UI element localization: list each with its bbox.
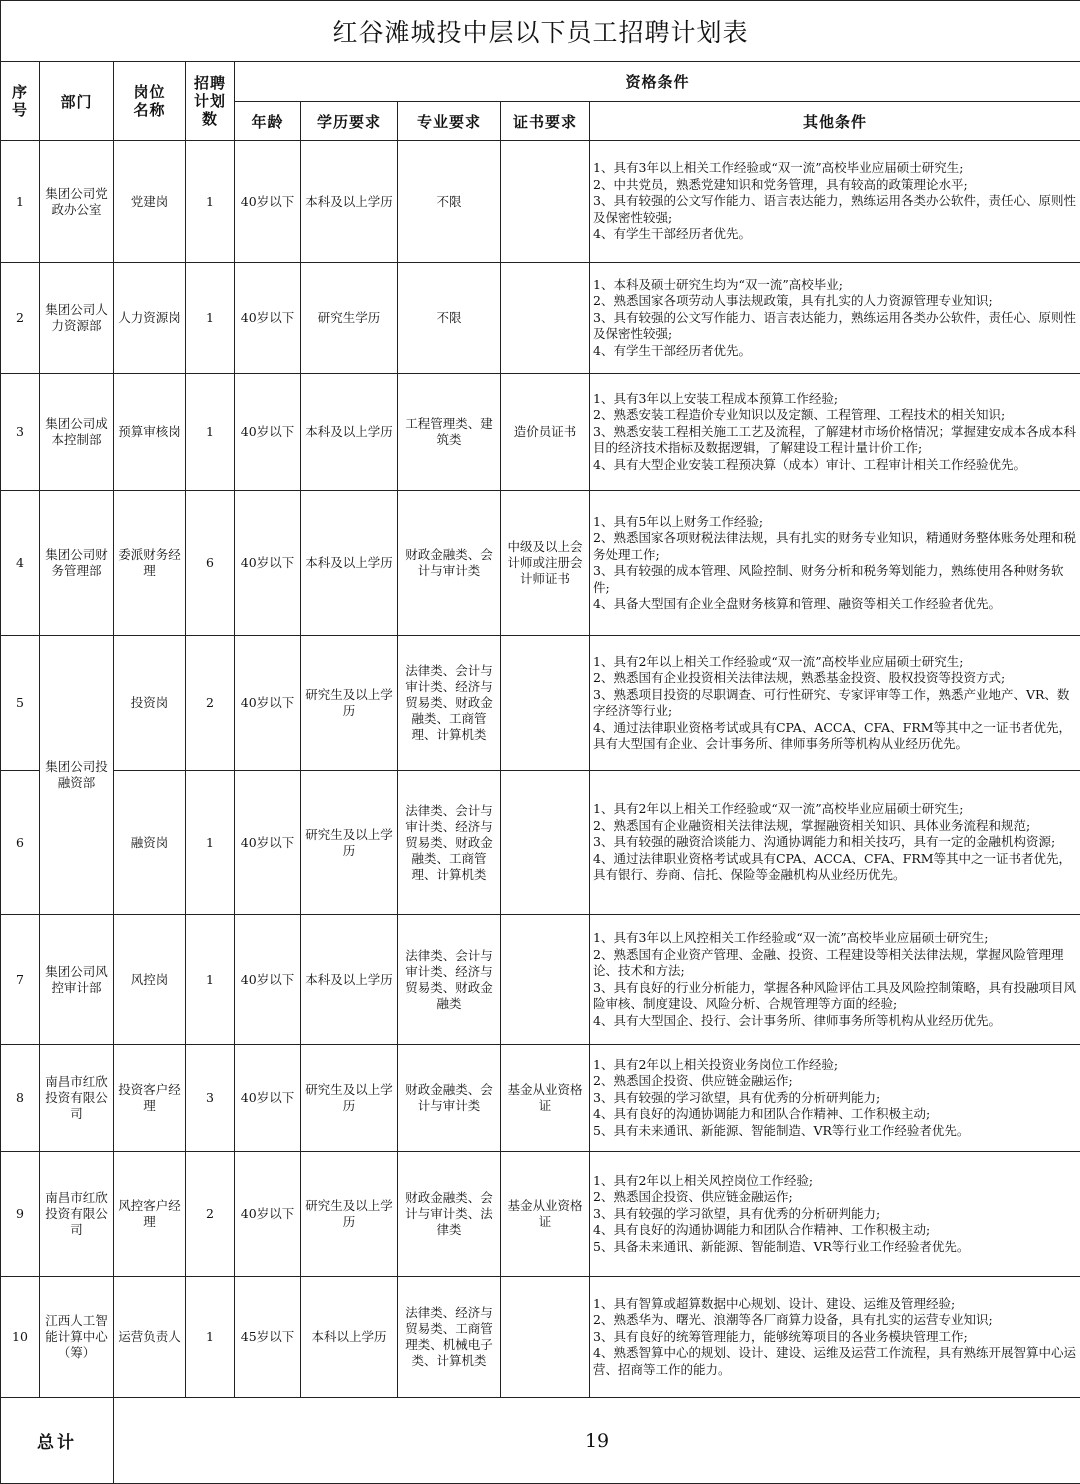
header-quota — [186, 62, 235, 141]
other-line: 1、具有智算或超算数据中心规划、设计、建设、运维及管理经验; — [593, 1296, 1077, 1313]
row-index: 8 — [1, 1045, 40, 1152]
table-row — [1, 141, 1080, 263]
row-education: 研究生学历 — [301, 263, 398, 374]
row-quota: 6 — [186, 491, 235, 636]
row-department: 集团公司党政办公室 — [40, 141, 114, 263]
row-position: 风控岗 — [114, 915, 186, 1045]
other-line: 4、熟悉智算中心的规划、设计、建设、运维及运营工作流程，具有熟练开展智算中心运营、招商等工作的能力。 — [593, 1345, 1077, 1378]
row-certificate: 基金从业资格证 — [501, 1045, 590, 1152]
row-education: 本科及以上学历 — [301, 141, 398, 263]
row-index: 1 — [1, 141, 40, 263]
row-other — [590, 491, 1080, 636]
other-line: 4、具备大型国有企业全盘财务核算和管理、融资等相关工作经验者优先。 — [593, 596, 1077, 613]
other-line: 2、熟悉国有企业投资相关法律法规，熟悉基金投资、股权投资等投资方式; — [593, 670, 1077, 687]
row-education: 研究生及以上学历 — [301, 1152, 398, 1277]
row-quota: 2 — [186, 636, 235, 771]
row-education: 本科以上学历 — [301, 1277, 398, 1398]
row-other — [590, 1277, 1080, 1398]
row-other — [590, 1045, 1080, 1152]
other-line: 1、具有3年以上风控相关工作经验或“双一流”高校毕业应届硕士研究生; — [593, 930, 1077, 947]
table-row — [1, 1152, 1080, 1277]
other-line: 5、具备未来通讯、新能源、智能制造、VR等行业工作经验者优先。 — [593, 1239, 1077, 1256]
other-line: 1、具有3年以上相关工作经验或“双一流”高校毕业应届硕士研究生; — [593, 160, 1077, 177]
row-department: 集团公司人力资源部 — [40, 263, 114, 374]
row-other — [590, 1152, 1080, 1277]
other-line: 4、具有良好的沟通协调能力和团队合作精神、工作积极主动; — [593, 1106, 1077, 1123]
row-age: 40岁以下 — [235, 141, 301, 263]
row-major: 不限 — [398, 263, 501, 374]
row-certificate — [501, 636, 590, 771]
row-department: 江西人工智能计算中心（筹） — [40, 1277, 114, 1398]
header-position-line: 名称 — [114, 101, 185, 119]
header-quota-line: 数 — [186, 110, 234, 128]
row-major: 不限 — [398, 141, 501, 263]
other-line: 1、具有2年以上相关投资业务岗位工作经验; — [593, 1057, 1077, 1074]
other-line: 2、熟悉国有企业融资相关法律法规，掌握融资相关知识、具体业务流程和规范; — [593, 818, 1077, 835]
page-title: 红谷滩城投中层以下员工招聘计划表 — [1, 1, 1080, 62]
other-line: 3、具有较强的公文写作能力、语言表达能力，熟练运用各类办公软件，责任心、原则性及保密性较强; — [593, 310, 1077, 343]
row-age: 40岁以下 — [235, 636, 301, 771]
row-quota: 1 — [186, 771, 235, 915]
header-index — [1, 62, 40, 141]
other-line: 2、熟悉国企投资、供应链金融运作; — [593, 1189, 1077, 1206]
row-major: 法律类、经济与贸易类、工商管理类、机械电子类、计算机类 — [398, 1277, 501, 1398]
row-certificate — [501, 1277, 590, 1398]
row-department: 集团公司财务管理部 — [40, 491, 114, 636]
header-position-line: 岗位 — [114, 83, 185, 101]
row-education: 研究生及以上学历 — [301, 636, 398, 771]
row-education: 本科及以上学历 — [301, 915, 398, 1045]
header-row-1 — [1, 62, 1080, 102]
row-quota: 1 — [186, 915, 235, 1045]
table-row — [1, 263, 1080, 374]
other-line: 4、通过法律职业资格考试或具有CPA、ACCA、CFA、FRM等其中之一证书者优先，具有银行、券商、信托、保险等金融机构从业经历优先。 — [593, 851, 1077, 884]
row-department: 南昌市红欣投资有限公司 — [40, 1045, 114, 1152]
row-department: 集团公司成本控制部 — [40, 374, 114, 491]
header-position — [114, 62, 186, 141]
table-body — [1, 141, 1080, 1484]
other-line: 1、具有5年以上财务工作经验; — [593, 514, 1077, 531]
other-line: 2、熟悉国企投资、供应链金融运作; — [593, 1073, 1077, 1090]
header-index-line: 号 — [1, 101, 39, 119]
header-age: 年龄 — [235, 102, 301, 141]
title-row — [1, 1, 1080, 62]
table-row — [1, 374, 1080, 491]
row-education: 本科及以上学历 — [301, 491, 398, 636]
other-line: 1、本科及硕士研究生均为“双一流”高校毕业; — [593, 277, 1077, 294]
row-age: 40岁以下 — [235, 1152, 301, 1277]
row-major: 财政金融类、会计与审计类、法律类 — [398, 1152, 501, 1277]
header-quota-line: 计划 — [186, 92, 234, 110]
other-line: 3、具有较强的公文写作能力、语言表达能力，熟练运用各类办公软件，责任心、原则性及保密性较强; — [593, 193, 1077, 226]
row-department: 集团公司风控审计部 — [40, 915, 114, 1045]
other-line: 2、中共党员，熟悉党建知识和党务管理，具有较高的政策理论水平; — [593, 177, 1077, 194]
header-other: 其他条件 — [590, 102, 1080, 141]
header-major: 专业要求 — [398, 102, 501, 141]
row-position: 预算审核岗 — [114, 374, 186, 491]
other-line: 5、具有未来通讯、新能源、智能制造、VR等行业工作经验者优先。 — [593, 1123, 1077, 1140]
row-age: 40岁以下 — [235, 1045, 301, 1152]
row-major: 法律类、会计与审计类、经济与贸易类、财政金融类、工商管理、计算机类 — [398, 771, 501, 915]
row-other — [590, 374, 1080, 491]
other-line: 3、具有良好的行业分析能力，掌握各种风险评估工具及风险控制策略，具有投融项目风险审核、制度建设、风险分析、合规管理等方面的经验; — [593, 980, 1077, 1013]
row-certificate — [501, 915, 590, 1045]
other-line: 2、熟悉华为、曙光、浪潮等各厂商算力设备，具有扎实的运营专业知识; — [593, 1312, 1077, 1329]
row-education: 研究生及以上学历 — [301, 1045, 398, 1152]
other-line: 1、具有2年以上相关风控岗位工作经验; — [593, 1173, 1077, 1190]
row-major: 财政金融类、会计与审计类 — [398, 491, 501, 636]
row-quota: 1 — [186, 374, 235, 491]
row-major: 财政金融类、会计与审计类 — [398, 1045, 501, 1152]
total-row — [1, 1398, 1080, 1484]
row-quota: 3 — [186, 1045, 235, 1152]
other-line: 4、具有大型国企、投行、会计事务所、律师事务所等机构从业经历优先。 — [593, 1013, 1077, 1030]
row-other — [590, 141, 1080, 263]
row-age: 40岁以下 — [235, 771, 301, 915]
row-major: 法律类、会计与审计类、经济与贸易类、财政金融类、工商管理、计算机类 — [398, 636, 501, 771]
row-index: 4 — [1, 491, 40, 636]
header-quota-line: 招聘 — [186, 74, 234, 92]
table-row — [1, 491, 1080, 636]
other-line: 4、通过法律职业资格考试或具有CPA、ACCA、CFA、FRM等其中之一证书者优先，具有大型国有企业、会计事务所、律师事务所等机构从业经历优先。 — [593, 720, 1077, 753]
row-other — [590, 263, 1080, 374]
row-index: 2 — [1, 263, 40, 374]
row-education: 本科及以上学历 — [301, 374, 398, 491]
row-certificate: 中级及以上会计师或注册会计师证书 — [501, 491, 590, 636]
other-line: 4、有学生干部经历者优先。 — [593, 343, 1077, 360]
row-index: 6 — [1, 771, 40, 915]
row-index: 9 — [1, 1152, 40, 1277]
table-row — [1, 1277, 1080, 1398]
row-position: 融资岗 — [114, 771, 186, 915]
row-age: 45岁以下 — [235, 1277, 301, 1398]
table-row — [1, 636, 1080, 771]
header-department: 部门 — [40, 62, 114, 141]
other-line: 1、具有2年以上相关工作经验或“双一流”高校毕业应届硕士研究生; — [593, 801, 1077, 818]
other-line: 3、具有较强的学习欲望，具有优秀的分析研判能力; — [593, 1090, 1077, 1107]
row-index: 10 — [1, 1277, 40, 1398]
other-line: 3、熟悉项目投资的尽职调查、可行性研究、专家评审等工作，熟悉产业地产、VR、数字经济等行业; — [593, 687, 1077, 720]
row-other — [590, 771, 1080, 915]
total-value: 19 — [114, 1398, 1080, 1484]
other-line: 2、熟悉国有企业资产管理、金融、投资、工程建设等相关法律法规，掌握风险管理理论、技术和方法; — [593, 947, 1077, 980]
other-line: 3、具有良好的统筹管理能力，能够统筹项目的各业务模块管理工作; — [593, 1329, 1077, 1346]
row-index: 3 — [1, 374, 40, 491]
other-line: 3、熟悉安装工程相关施工工艺及流程，了解建材市场价格情况；掌握建安成本各成本科目的经济技术指标及数据逻辑，了解建设工程计量计价工作; — [593, 424, 1077, 457]
row-certificate — [501, 141, 590, 263]
header-qualification-group: 资格条件 — [235, 62, 1080, 102]
row-major: 法律类、会计与审计类、经济与贸易类、财政金融类 — [398, 915, 501, 1045]
header-certificate: 证书要求 — [501, 102, 590, 141]
other-line: 1、具有3年以上安装工程成本预算工作经验; — [593, 391, 1077, 408]
other-line: 3、具有较强的学习欲望，具有优秀的分析研判能力; — [593, 1206, 1077, 1223]
table-row — [1, 771, 1080, 915]
table-row — [1, 1045, 1080, 1152]
row-position: 党建岗 — [114, 141, 186, 263]
other-line: 2、熟悉国家各项劳动人事法规政策，具有扎实的人力资源管理专业知识; — [593, 293, 1077, 310]
row-age: 40岁以下 — [235, 915, 301, 1045]
row-position: 委派财务经理 — [114, 491, 186, 636]
row-department: 南昌市红欣投资有限公司 — [40, 1152, 114, 1277]
row-major: 工程管理类、建筑类 — [398, 374, 501, 491]
other-line: 1、具有2年以上相关工作经验或“双一流”高校毕业应届硕士研究生; — [593, 654, 1077, 671]
other-line: 3、具有较强的融资洽谈能力、沟通协调能力和相关技巧，具有一定的金融机构资源; — [593, 834, 1077, 851]
row-age: 40岁以下 — [235, 491, 301, 636]
row-certificate: 造价员证书 — [501, 374, 590, 491]
row-certificate — [501, 263, 590, 374]
row-quota: 1 — [186, 141, 235, 263]
row-quota: 1 — [186, 1277, 235, 1398]
row-position: 运营负责人 — [114, 1277, 186, 1398]
total-label: 总计 — [1, 1398, 114, 1484]
row-other — [590, 636, 1080, 771]
row-age: 40岁以下 — [235, 263, 301, 374]
row-position: 投资客户经理 — [114, 1045, 186, 1152]
other-line: 2、熟悉国家各项财税法律法规，具有扎实的财务专业知识，精通财务整体账务处理和税务处理工作; — [593, 530, 1077, 563]
row-certificate — [501, 771, 590, 915]
row-index: 7 — [1, 915, 40, 1045]
header-index-line: 序 — [1, 83, 39, 101]
row-position: 风控客户经理 — [114, 1152, 186, 1277]
other-line: 4、具有良好的沟通协调能力和团队合作精神、工作积极主动; — [593, 1222, 1077, 1239]
other-line: 4、具有大型企业安装工程预决算（成本）审计、工程审计相关工作经验优先。 — [593, 457, 1077, 474]
header-education: 学历要求 — [301, 102, 398, 141]
row-age: 40岁以下 — [235, 374, 301, 491]
row-education: 研究生及以上学历 — [301, 771, 398, 915]
other-line: 3、具有较强的成本管理、风险控制、财务分析和税务筹划能力，熟练使用各种财务软件; — [593, 563, 1077, 596]
row-department: 集团公司投融资部 — [40, 636, 114, 915]
other-line: 4、有学生干部经历者优先。 — [593, 226, 1077, 243]
row-quota: 1 — [186, 263, 235, 374]
row-position: 投资岗 — [114, 636, 186, 771]
row-quota: 2 — [186, 1152, 235, 1277]
other-line: 2、熟悉安装工程造价专业知识以及定额、工程管理、工程技术的相关知识; — [593, 407, 1077, 424]
row-certificate: 基金从业资格证 — [501, 1152, 590, 1277]
table-row — [1, 915, 1080, 1045]
row-position: 人力资源岗 — [114, 263, 186, 374]
row-other — [590, 915, 1080, 1045]
row-index: 5 — [1, 636, 40, 771]
